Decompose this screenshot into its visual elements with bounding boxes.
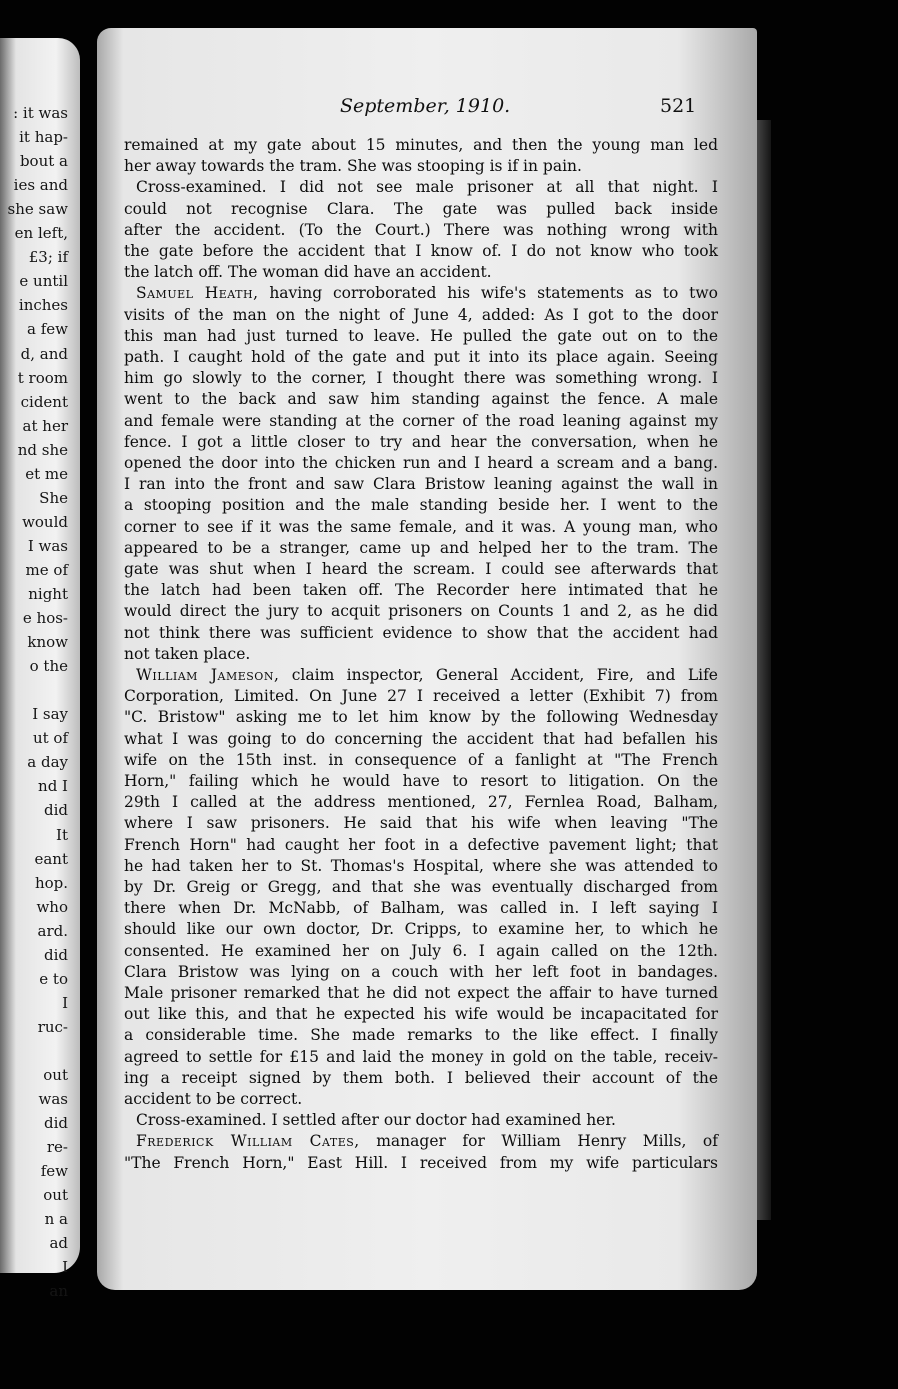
line-text: this man had just turned to leave. He pulled the gate out on to the	[124, 326, 718, 345]
line-text: 29th I called at the address mentioned, 27, Fernlea Road, Balham,	[124, 793, 718, 812]
margin-fragment: night	[28, 585, 68, 603]
text-line	[124, 813, 718, 833]
speaker-name: William Jameson,	[136, 666, 280, 684]
text-line	[124, 835, 718, 855]
line-text: claim inspector, General Accident, Fire, and Life	[291, 666, 718, 684]
margin-fragment: did	[43, 945, 68, 964]
line-text: not think there was sufficient evidence to show that the accident had	[124, 623, 718, 642]
margin-fragment: I say	[32, 705, 68, 724]
line-text: manager for William Henry Mills, of	[376, 1132, 718, 1151]
line-text: should like our own doctor, Dr. Cripps, to examine her, to which he	[124, 920, 718, 939]
line-text: accident to be correct.	[124, 1090, 303, 1108]
line-text: what I was going to do concerning the accident that had befallen his	[124, 729, 718, 748]
text-line	[124, 580, 718, 600]
text-line	[124, 262, 718, 282]
margin-fragment: She	[39, 488, 68, 507]
line-text: her away towards the tram. She was stooping is if in pain.	[124, 157, 582, 176]
text-line	[124, 707, 718, 727]
margin-fragment: out	[43, 1186, 68, 1205]
margin-fragment: nd I	[38, 777, 68, 796]
margin-fragment: I	[62, 1258, 68, 1277]
margin-fragment: at her	[22, 416, 68, 435]
text-line	[124, 686, 718, 706]
text-line	[124, 432, 718, 452]
margin-fragment: n a	[44, 1210, 68, 1229]
speaker-name: Frederick William Cates,	[136, 1132, 360, 1151]
text-line	[124, 559, 718, 579]
margin-fragment: inches	[18, 296, 68, 315]
margin-fragment: e hos-	[22, 609, 68, 628]
margin-fragment: et me	[25, 464, 68, 483]
line-text: after the accident. (To the Court.) There was nothing wrong with	[124, 220, 718, 239]
margin-fragment: t room	[17, 368, 68, 387]
line-text: the gate before the accident that I know of. I do not know who took	[124, 242, 718, 260]
line-text: by Dr. Greig or Gregg, and that she was eventually discharged from	[124, 878, 718, 896]
line-text: Male prisoner remarked that he did not expect the affair to have turned	[124, 984, 718, 1002]
line-text: I ran into the front and saw Clara Bristow leaning against the wall in	[124, 475, 718, 494]
margin-fragment: me of	[25, 560, 68, 579]
text-line	[124, 199, 718, 219]
text-line	[124, 623, 718, 643]
text-line	[124, 241, 718, 261]
line-text: him go slowly to the corner, I thought there was something wrong. I	[124, 369, 718, 388]
margin-fragment: £3; if	[28, 248, 68, 267]
line-text: corner to see if it was the same female, and it was. A young man, who	[124, 517, 718, 536]
text-line	[124, 283, 718, 303]
page-edge	[757, 120, 771, 1220]
text-line	[124, 411, 718, 431]
text-line	[124, 453, 718, 473]
margin-fragment: eant	[34, 849, 68, 868]
line-text: agreed to settle for £15 and laid the money in gold on the table, receiv-	[124, 1047, 718, 1066]
text-line	[124, 135, 718, 155]
margin-fragment: ut of	[32, 729, 68, 748]
text-line	[124, 156, 718, 176]
margin-fragment: who	[36, 897, 68, 916]
text-line	[124, 1153, 718, 1173]
margin-fragment: out	[43, 1066, 68, 1084]
margin-fragment: did	[43, 1114, 68, 1133]
margin-fragment: few	[40, 1162, 68, 1181]
text-line	[124, 368, 718, 388]
text-line	[124, 1110, 718, 1130]
margin-fragment: ruc-	[37, 1017, 68, 1036]
text-line	[124, 919, 718, 939]
page-number: 521	[660, 95, 697, 117]
margin-fragment: o the	[29, 657, 68, 676]
line-text: went to the back and saw him standing against the fence. A male	[124, 390, 718, 409]
line-text: Cross-examined. I did not see male prisoner at all that night. I	[136, 178, 718, 197]
margin-fragment: ard.	[37, 921, 68, 940]
facing-page-margin	[0, 38, 80, 1301]
text-line	[124, 517, 718, 537]
text-line	[124, 771, 718, 791]
line-text: a stooping position and the male standing beside her. I went to the	[124, 496, 718, 515]
text-line	[124, 1047, 718, 1067]
margin-fragment: she saw	[7, 200, 68, 219]
line-text: appeared to be a stranger, came up and helped her to the tram. The	[124, 538, 718, 557]
text-line	[124, 495, 718, 515]
text-line	[124, 644, 718, 664]
margin-fragment: it hap-	[19, 128, 68, 147]
line-text: path. I caught hold of the gate and put it into its place again. Seeing	[124, 348, 718, 366]
text-line	[124, 729, 718, 749]
margin-fragment	[2, 678, 68, 702]
text-line	[124, 601, 718, 621]
text-line	[124, 750, 718, 770]
line-text: opened the door into the chicken run and I heard a scream and a bang.	[124, 454, 718, 472]
margin-fragment: en left,	[14, 224, 68, 243]
line-text: Horn," failing which he would have to resort to litigation. On the	[124, 772, 718, 790]
text-line	[124, 792, 718, 812]
text-line	[124, 877, 718, 897]
line-text: French Horn" had caught her foot in a defective pavement light; that	[124, 835, 718, 854]
margin-fragment: would	[22, 512, 68, 531]
line-text: remained at my gate about 15 minutes, and then the young man led	[124, 136, 718, 154]
margin-fragment: I was	[27, 536, 68, 555]
margin-fragment: hop.	[34, 873, 68, 892]
line-text: not taken place.	[124, 644, 251, 663]
text-line	[124, 1025, 718, 1045]
line-text: the latch off. The woman did have an accident.	[124, 263, 492, 282]
text-line	[124, 538, 718, 558]
text-line	[124, 983, 718, 1003]
line-text: there when Dr. McNabb, of Balham, was called in. I left saying I	[124, 899, 718, 918]
line-text: he had taken her to St. Thomas's Hospital, where she was attended to	[124, 856, 718, 875]
text-line	[124, 1089, 718, 1109]
line-text: could not recognise Clara. The gate was pulled back inside	[124, 199, 718, 218]
text-line	[124, 1068, 718, 1088]
text-line	[124, 665, 718, 685]
text-line	[124, 1131, 718, 1151]
running-head: September, 1910.	[340, 95, 511, 117]
margin-fragment: a few	[27, 320, 68, 339]
text-line	[124, 474, 718, 494]
margin-fragment: know	[27, 633, 68, 652]
line-text: "C. Bristow" asking me to let him know by the following Wednesday	[124, 708, 718, 727]
margin-fragment: a day	[27, 753, 68, 772]
line-text: Clara Bristow was lying on a couch with her left foot in bandages.	[124, 962, 718, 981]
speaker-name: Samuel Heath,	[136, 284, 259, 303]
line-text: ing a receipt signed by them both. I believed their account of the	[124, 1068, 718, 1087]
line-text: the latch had been taken off. The Recorder here intimated that he	[124, 581, 718, 600]
margin-fragment: ies and	[13, 176, 68, 195]
line-text: having corroborated his wife's statements as to two	[269, 284, 718, 303]
page-header	[0, 93, 898, 119]
margin-fragment: : it was	[13, 104, 68, 122]
margin-fragment: nd she	[17, 440, 68, 459]
text-line	[124, 305, 718, 325]
margin-fragment: ad	[49, 1234, 68, 1253]
line-text: would direct the jury to acquit prisoners on Counts 1 and 2, as he did	[124, 602, 718, 621]
line-text: and female were standing at the corner of the road leaning against my	[124, 411, 718, 430]
line-text: wife on the 15th inst. in consequence of a fanlight at "The French	[124, 750, 718, 769]
margin-fragment: cident	[20, 392, 68, 411]
line-text: out like this, and that he expected his wife would be incapacitated for	[124, 1005, 718, 1024]
text-line	[124, 177, 718, 197]
text-line	[124, 1004, 718, 1024]
line-text: Corporation, Limited. On June 27 I received a letter (Exhibit 7) from	[124, 687, 718, 706]
margin-fragment: d, and	[20, 344, 68, 363]
text-line	[124, 347, 718, 367]
margin-fragment: an	[49, 1282, 68, 1301]
text-line	[124, 941, 718, 961]
text-line	[124, 389, 718, 409]
margin-fragment: re-	[46, 1138, 68, 1157]
text-line	[124, 962, 718, 982]
text-line	[124, 220, 718, 240]
line-text: fence. I got a little closer to try and hear the conversation, when he	[124, 432, 718, 451]
line-text: Cross-examined. I settled after our doctor had examined her.	[136, 1111, 616, 1130]
line-text: where I saw prisoners. He said that his wife when leaving "The	[124, 814, 718, 833]
line-text: visits of the man on the night of June 4, added: As I got to the door	[124, 305, 718, 324]
line-text: gate was shut when I heard the scream. I could see afterwards that	[124, 560, 718, 578]
text-line	[124, 856, 718, 876]
margin-fragment: e to	[39, 969, 68, 988]
text-line	[124, 898, 718, 918]
margin-fragment	[2, 1039, 68, 1063]
margin-fragment: It	[56, 825, 68, 844]
line-text: a considerable time. She made remarks to the like effect. I finally	[124, 1026, 718, 1045]
margin-fragment: bout a	[19, 152, 68, 171]
line-text: "The French Horn," East Hill. I received from my wife particulars	[124, 1153, 718, 1172]
margin-fragment: e until	[19, 272, 68, 291]
margin-fragment: did	[43, 801, 68, 820]
margin-fragment: was	[38, 1090, 68, 1109]
margin-fragment: I	[62, 993, 68, 1012]
text-line	[124, 326, 718, 346]
line-text: consented. He examined her on July 6. I again called on the 12th.	[124, 941, 718, 960]
